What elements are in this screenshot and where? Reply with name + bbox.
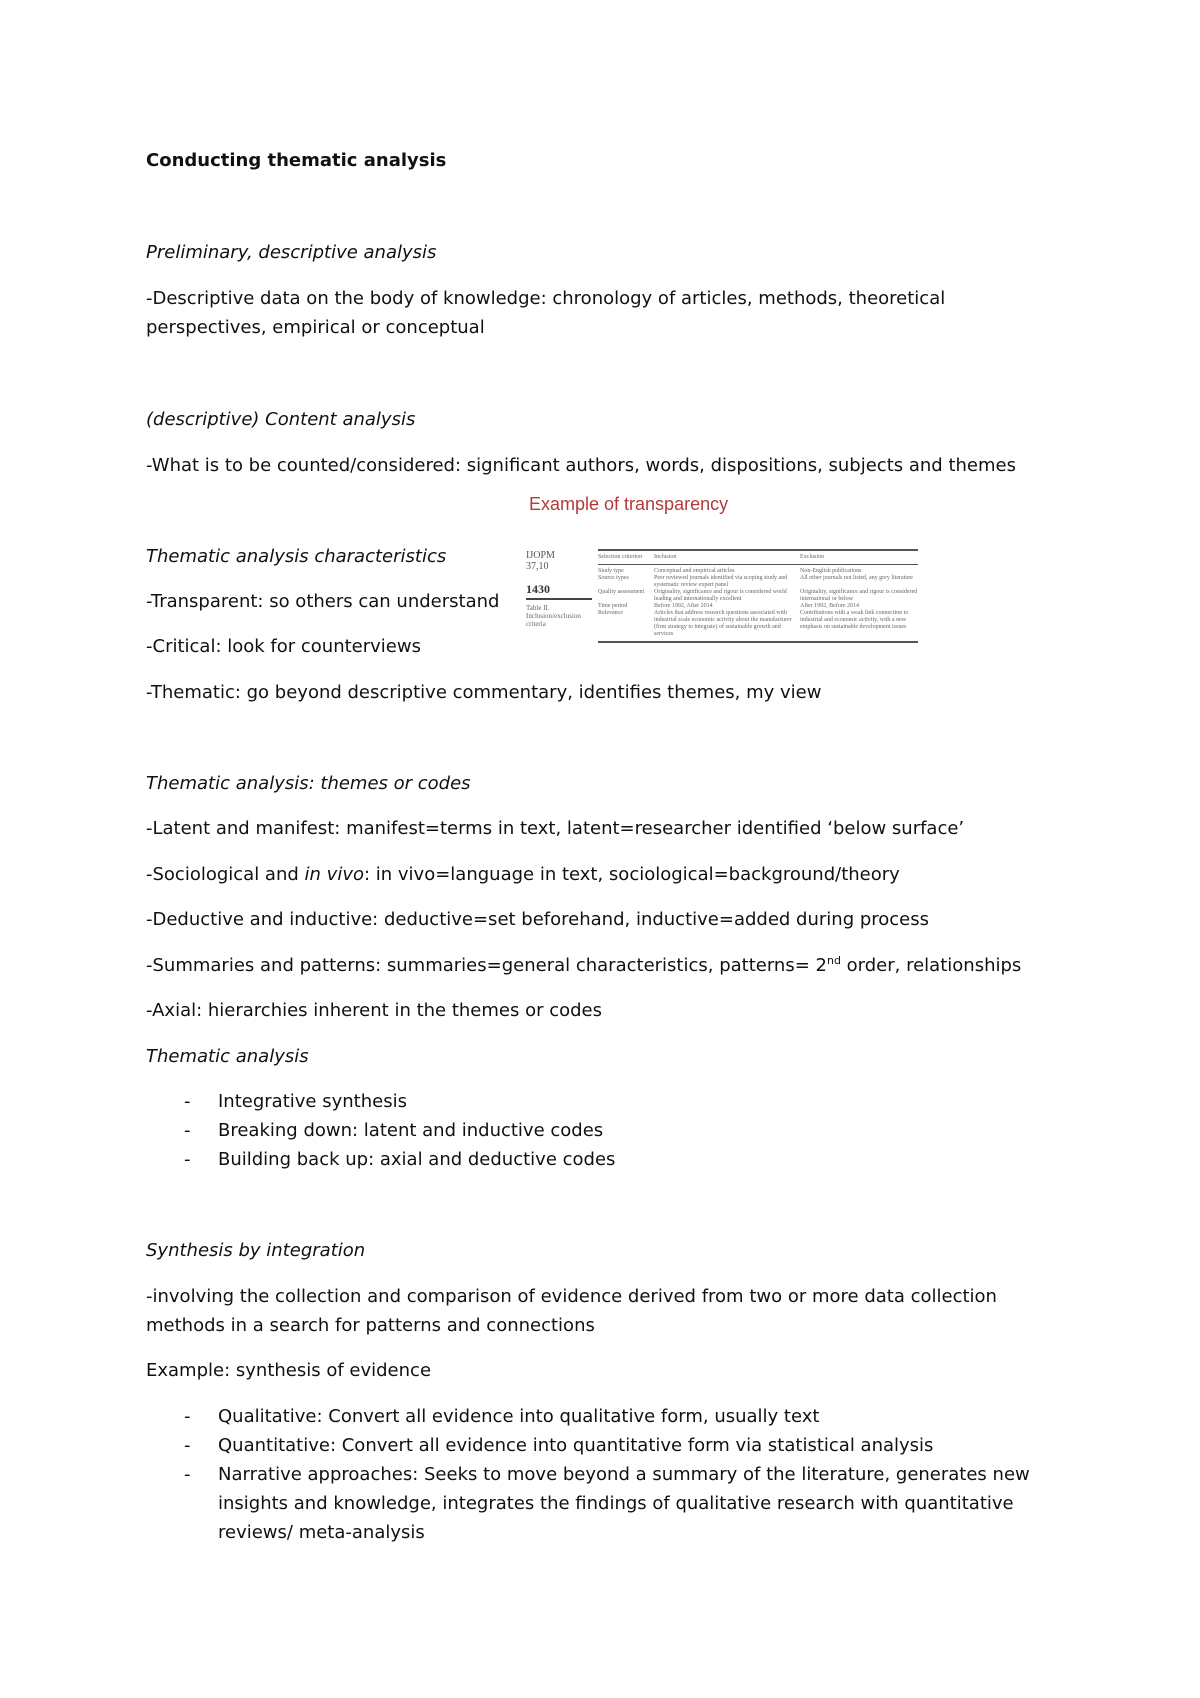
- table-cell: Articles that address research questions associated with industrial scale economic activity about the manufacturer (firm strategy to integrate) of sustainable growth and services: [654, 610, 792, 637]
- example-figure: [520, 488, 920, 668]
- table-cell: Contributions with a weak link connection to industrial and economic activity, with a new emphasis on sustainable development issues: [800, 610, 909, 630]
- list-item-text: Quantitative: Convert all evidence into quantitative form via statistical analysis: [218, 1435, 934, 1456]
- table-rule: [598, 641, 918, 643]
- paragraph-line: perspectives, empirical or conceptual: [146, 317, 485, 338]
- table-header-row: [598, 551, 918, 564]
- figure-caption: Table II. Inclusion/exclusion criteria: [526, 604, 581, 628]
- list-bullet: -: [184, 1435, 191, 1456]
- table-row: [598, 589, 918, 603]
- table-cell: After 1992, Before 2014: [800, 603, 859, 609]
- table-cell: Non-English publications: [800, 568, 862, 574]
- table-row: [598, 568, 918, 575]
- text-run: -Sociological and: [146, 864, 305, 885]
- table-cell: Conceptual and empirical articles: [654, 568, 735, 574]
- table-cell: Quality assessment: [598, 589, 645, 595]
- heading-content-analysis: (descriptive) Content analysis: [146, 409, 416, 430]
- figure-page-number: 1430: [526, 582, 550, 596]
- table-cell: Source types: [598, 575, 629, 581]
- paragraph-line: -Descriptive data on the body of knowledge: chronology of articles, methods, theoretical: [146, 288, 946, 309]
- list-item-text: Qualitative: Convert all evidence into qualitative form, usually text: [218, 1406, 820, 1427]
- paragraph-line: -Latent and manifest: manifest=terms in text, latent=researcher identified ‘below surface’: [146, 818, 965, 839]
- list-bullet: -: [184, 1120, 191, 1141]
- paragraph-line: -Transparent: so others can understand: [146, 591, 500, 612]
- list-bullet: -: [184, 1406, 191, 1427]
- document-title: Conducting thematic analysis: [146, 150, 447, 171]
- heading-thematic-analysis: Thematic analysis: [146, 1046, 309, 1067]
- paragraph-line: [146, 860, 900, 889]
- list-item-text: Building back up: axial and deductive codes: [218, 1149, 616, 1170]
- text-run: order, relationships: [840, 955, 1022, 976]
- paragraph-line: Example: synthesis of evidence: [146, 1360, 432, 1381]
- list-bullet: -: [184, 1464, 191, 1485]
- table-row: [598, 575, 918, 589]
- figure-journal-label: IJOPM 37,10: [526, 550, 555, 572]
- figure-title: Example of transparency: [529, 494, 729, 514]
- table-header-cell: Selection criterion: [598, 554, 643, 560]
- superscript: nd: [826, 954, 841, 967]
- figure-rule: [526, 598, 592, 600]
- table-header-cell: Exclusion: [800, 554, 824, 560]
- table-cell: Originality, significance and rigour is considered international or below: [800, 589, 918, 602]
- paragraph-line: [146, 951, 1021, 980]
- figure-table: [598, 549, 918, 643]
- table-cell: Study type: [598, 568, 624, 574]
- table-cell: Time period: [598, 603, 628, 609]
- table-cell: Relevance: [598, 610, 623, 616]
- text-run-italic: in vivo: [304, 864, 364, 885]
- paragraph-line: -Thematic: go beyond descriptive commentary, identifies themes, my view: [146, 682, 822, 703]
- paragraph-line: methods in a search for patterns and connections: [146, 1315, 595, 1336]
- table-cell: Before 1992, After 2014: [654, 603, 713, 609]
- text-run: -Summaries and patterns: summaries=general characteristics, patterns= 2: [146, 955, 827, 976]
- list-bullet: -: [184, 1149, 191, 1170]
- heading-synthesis-by-integration: Synthesis by integration: [146, 1240, 366, 1261]
- table-header-cell: Inclusion: [654, 554, 677, 560]
- list-bullet: -: [184, 1091, 191, 1112]
- paragraph-line: -Axial: hierarchies inherent in the themes or codes: [146, 1000, 603, 1021]
- text-run: : in vivo=language in text, sociological=background/theory: [363, 864, 900, 885]
- paragraph-line: -What is to be counted/considered: significant authors, words, dispositions, subjects and themes: [146, 455, 1016, 476]
- paragraph-line: -Deductive and inductive: deductive=set beforehand, inductive=added during process: [146, 909, 930, 930]
- table-row: [598, 610, 918, 641]
- heading-preliminary-analysis: Preliminary, descriptive analysis: [146, 242, 437, 263]
- heading-themes-or-codes: Thematic analysis: themes or codes: [146, 773, 471, 794]
- paragraph-line: -involving the collection and comparison of evidence derived from two or more data collection: [146, 1286, 997, 1307]
- list-item-text: Breaking down: latent and inductive codes: [218, 1120, 604, 1141]
- list-item-text: Integrative synthesis: [218, 1091, 407, 1112]
- table-cell: All other journals not listed, any grey literature: [800, 575, 913, 581]
- list-item-text: Narrative approaches: Seeks to move beyond a summary of the literature, generates new insights and knowledge, integrates the findings of qualitative research with quantitative reviews/ meta-analysis: [218, 1464, 1030, 1543]
- heading-thematic-characteristics: Thematic analysis characteristics: [146, 546, 447, 567]
- table-cell: Peer reviewed journals identified via scoping study and systematic review expert panel: [654, 575, 788, 588]
- table-cell: Originality, significance and rigour is considered world leading and internationally excellent: [654, 589, 787, 602]
- table-row: [598, 603, 918, 610]
- paragraph-line: -Critical: look for counterviews: [146, 636, 421, 657]
